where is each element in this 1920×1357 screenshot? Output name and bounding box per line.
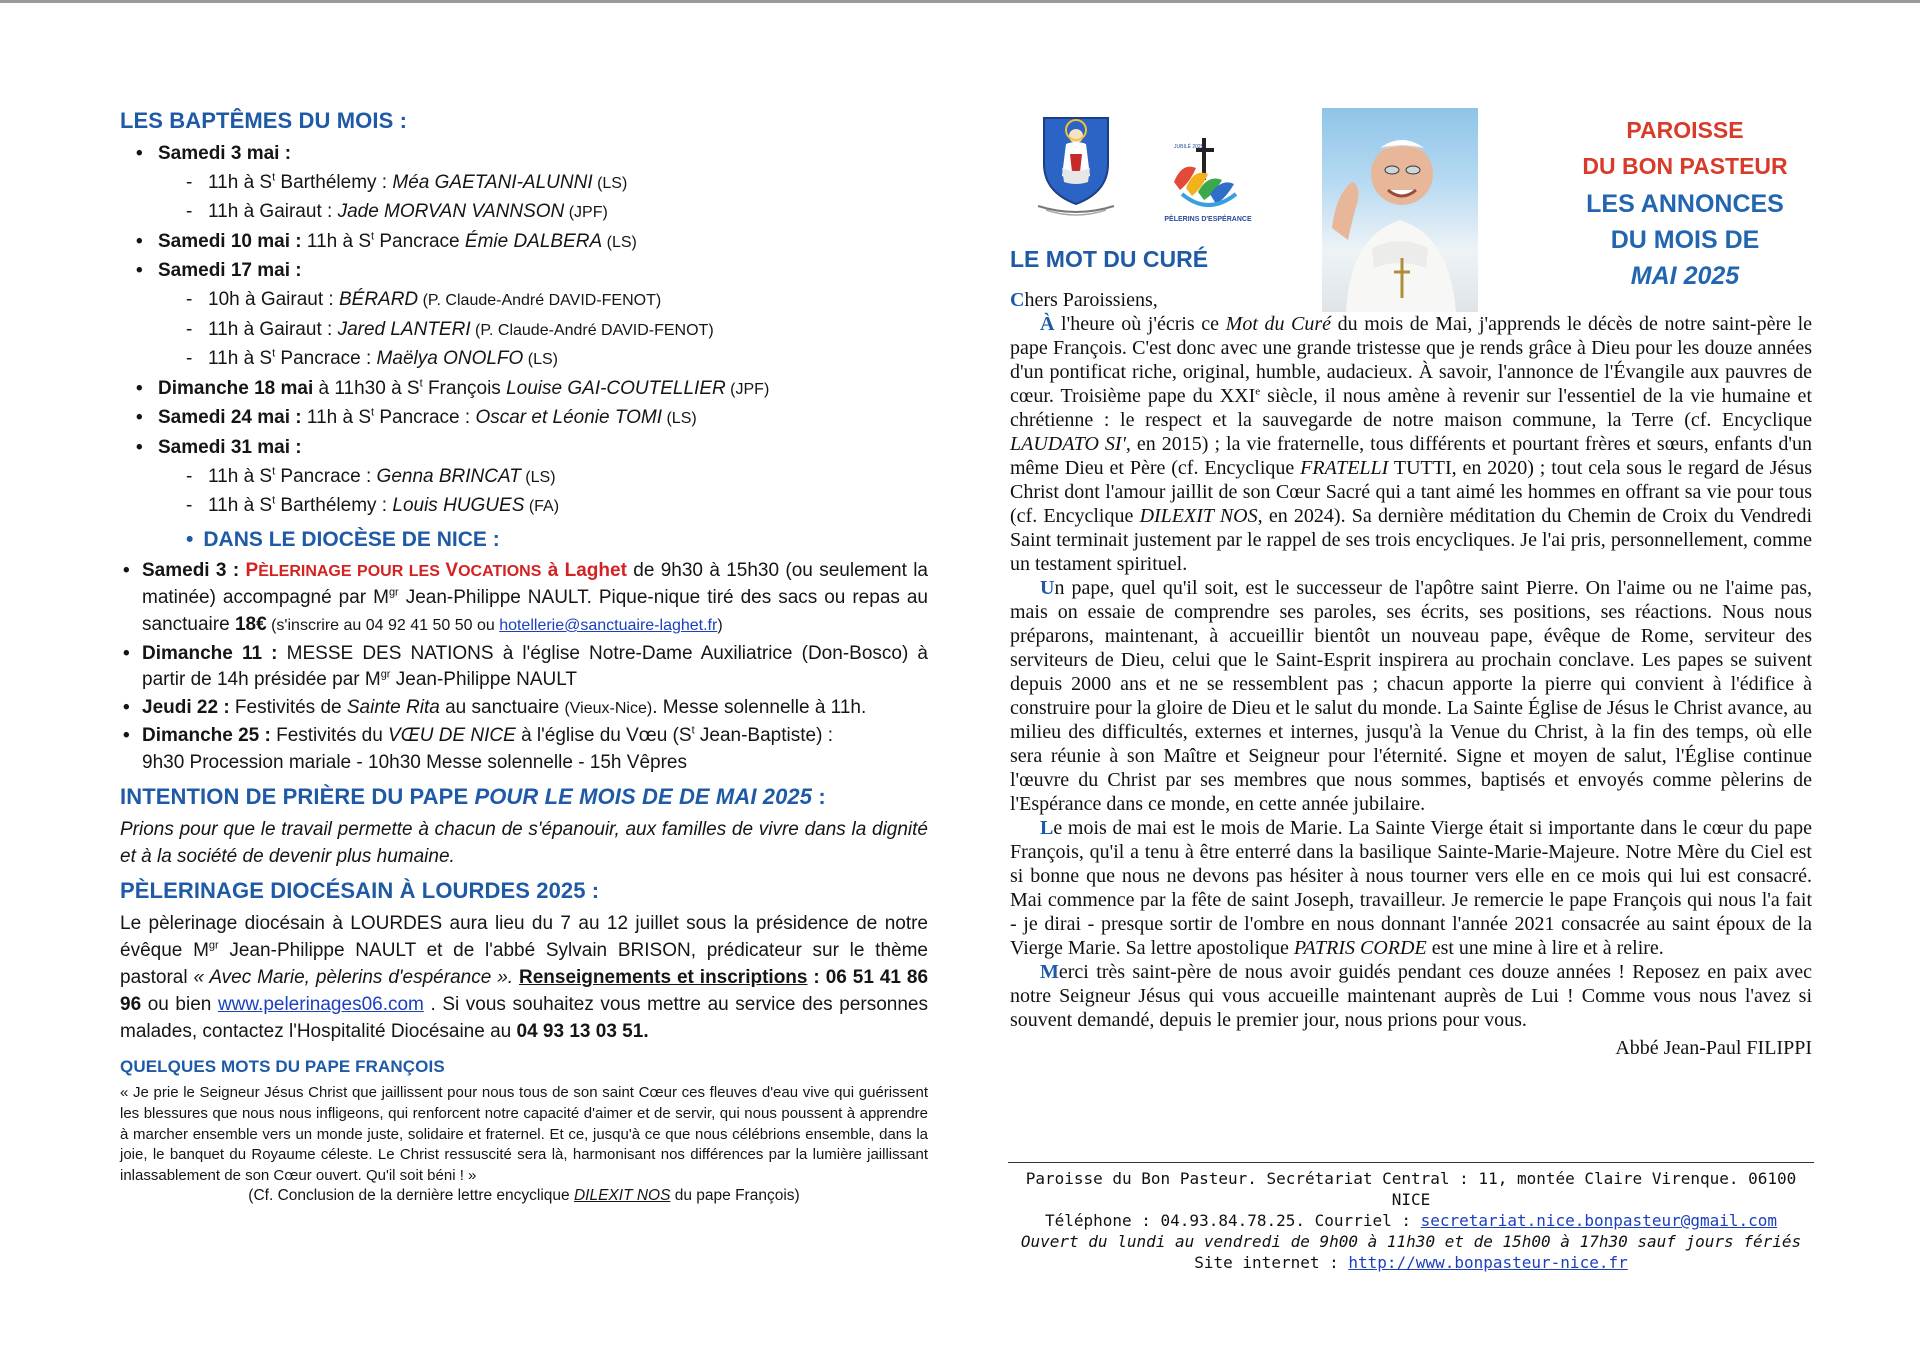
- annonces-line2: DU MOIS DE: [1610, 226, 1760, 254]
- list-item: - 11h à $S^t$ Pancrace : Genna BRINCAT (LS): [158, 463, 928, 493]
- list-item: - 11h à Gairaut : Jade MORVAN VANNSON (JPF): [158, 198, 928, 228]
- parish-heading: [1562, 112, 1808, 294]
- footer-address: Paroisse du Bon Pasteur. Secrétariat Central : 11, montée Claire Virenque. 06100 NICE: [1025, 1169, 1797, 1209]
- jubilee-label: PÈLERINS D'ESPÉRANCE: [1164, 216, 1252, 223]
- list-item: • Jeudi 22 : Festivités de Sainte Rita au sanctuaire (Vieux-Nice). Messe solennelle à 11h.: [120, 695, 928, 723]
- parish-name-line1: PAROISSE: [1626, 117, 1744, 143]
- footer-hours: Ouvert du lundi au vendredi de 9h00 à 11h30 et de 15h00 à 17h30 sauf jours fériés: [1020, 1232, 1802, 1251]
- list-item: • Dimanche 25 : Festivités du VŒU DE NICE à l'église du Vœu ($S^t$ Jean-Baptiste) : 9h30 Procession mariale - 10h30 Messe solennelle - 15h Vêpres: [120, 723, 928, 776]
- list-item: • Dimanche 18 mai à 11h30 à $S^t$ François Louise GAI-COUTELLIER (JPF): [120, 375, 928, 405]
- signature: Abbé Jean-Paul FILIPPI: [1615, 1037, 1812, 1059]
- parish-crest-logo: [1036, 110, 1116, 220]
- parish-name-line2: DU BON PASTEUR: [1582, 153, 1788, 179]
- jubilee-logo: [1160, 128, 1256, 224]
- list-item: • Samedi 10 mai : 11h à $S^t$ Pancrace Émie DALBERA (LS): [120, 228, 928, 258]
- diocese-list: [120, 558, 928, 777]
- pope-photo: [1322, 108, 1478, 312]
- list-item: - 11h à Gairaut : Jared LANTERI (P. Claude-André DAVID-FENOT): [158, 316, 928, 346]
- baptemes-title: LES BAPTÊMES DU MOIS :: [120, 108, 407, 133]
- list-item: - 11h à $S^t$ Barthélemy : Louis HUGUES (FA): [158, 492, 928, 522]
- letter-paragraph: Un pape, quel qu'il soit, est le successeur de l'apôtre saint Pierre. On l'aime ou ne l'aime pas, mais on essaie de comprendre ses paroles, ses écrits, ses positions, ses réactions. Nous nous préparons, maintenant, à accueillir bientôt un nouveau pape, évêque de Rome, serviteur des serviteurs de Dieu, celui que le Saint-Esprit inspirera au prochain conclave. Les papes se suivent depuis 2000 ans et ne se ressemblent pas ; chacun apporte la pierre qui convient à l'édifice à construire pour la gloire de Dieu et le salut du monde. La Sainte Église de Jésus le Christ avance, au milieu des difficultés, externes et internes, jusqu'à la Venue du Christ, à la fin des temps, où elle sera réunie à son Maître et Seigneur pour l'éternité. Signe et moyen de salut, l'Église continue l'œuvre du Christ par ses membres que nous sommes, baptisés et envoyés comme pèlerins de l'Espérance dans ce monde, en cette année jubilaire.: [1010, 577, 1812, 815]
- scan-edge: [0, 0, 1920, 3]
- diocese-title: • DANS LE DIOCÈSE DE NICE :: [186, 527, 500, 551]
- mots-title: QUELQUES MOTS DU PAPE FRANÇOIS: [120, 1057, 445, 1077]
- list-item: - 11h à $S^t$ Barthélemy : Méa GAETANI-ALUNNI (LS): [158, 169, 928, 199]
- laghet-email-link[interactable]: hotellerie@sanctuaire-laghet.fr: [499, 616, 718, 634]
- letter-paragraph: Le mois de mai est le mois de Marie. La Sainte Vierge était si importante dans le cœur du pape François, qu'il a tenu à être enterré dans la basilique Sainte-Marie-Majeure. Notre Mère du Ciel est si bonne que nous ne devons pas hésiter à nous tourner vers elle en ce mois qui lui est consacré. Mai commence par la fête de saint Joseph, travailleur. Je remercie le pape François qui nous l'a fait - je dirai - presque sortir de l'ombre en nous donnant l'année 2021 consacrée au saint époux de la Vierge Marie. Sa lettre apostolique PATRIS CORDE est une mine à lire et à relire.: [1010, 817, 1812, 959]
- footer-contact: Téléphone : 04.93.84.78.25. Courriel : secretariat.nice.bonpasteur@gmail.com: [1044, 1211, 1778, 1230]
- footer-divider: [1008, 1162, 1814, 1163]
- annonces-month: MAI 2025: [1630, 262, 1740, 290]
- list-item: • Samedi 31 mai : - 11h à $S^t$ Pancrace : Genna BRINCAT (LS) - 11h à $S^t$ Barthélemy : Louis HUGUES (FA): [120, 434, 928, 522]
- list-item: • Samedi 3 : PÈLERINAGE POUR LES VOCATIONS à Laghet de 9h30 à 15h30 (ou seulement la matinée) accompagné par $M^{gr}$ Jean-Philippe NAULT. Pique-nique tiré des sacs ou repas au sanctuaire 18€ (s'inscrire au 04 92 41 50 50 ou hotellerie@sanctuaire-laghet.fr): [120, 558, 928, 640]
- cure-letter: [1010, 288, 1812, 1060]
- greeting: Chers Paroissiens,: [1010, 289, 1158, 311]
- letter-paragraph: À l'heure où j'écris ce Mot du Curé du mois de Mai, j'apprends le décès de notre saint-père le pape François. C'est donc avec une grande tristesse que je rends grâce à Dieu pour les douze années d'un pontificat riche, original, humble, audacieux. À savoir, l'annonce de l'Évangile aux pauvres de cœur. Troisième pape du XXIe siècle, il nous amène à revenir sur l'essentiel de la vie humaine et chrétienne : le respect et la sauvegarde de notre maison commune, la Terre (cf. Encyclique LAUDATO SI', en 2015) ; la vie fraternelle, tous différents et pourtant frères et sœurs, enfants d'un même Dieu et Père (cf. Encyclique FRATELLI TUTTI, en 2020) ; tout cela sous le regard de Jésus Christ dont l'amour jaillit de son Cœur Sacré qui a tant aimé les hommes en offrant sa vie pour tous (cf. Encyclique DILEXIT NOS, en 2024). Sa dernière méditation du Chemin de Croix du Vendredi Saint terminait justement par le rappel de ses trois encycliques. Je l'ai pris, personnellement, comme un testament spirituel.: [1010, 313, 1813, 575]
- pelerinages-link[interactable]: www.pelerinages06.com: [217, 994, 424, 1016]
- footer-site: Site internet : http://www.bonpasteur-nice.fr: [1194, 1253, 1628, 1272]
- footer-site-link[interactable]: http://www.bonpasteur-nice.fr: [1348, 1253, 1628, 1272]
- list-item: - 10h à Gairaut : BÉRARD (P. Claude-André DAVID-FENOT): [158, 286, 928, 316]
- footer-email-link[interactable]: secretariat.nice.bonpasteur@gmail.com: [1420, 1211, 1778, 1230]
- quote-source: (Cf. Conclusion de la dernière lettre encyclique DILEXIT NOS du pape François): [248, 1187, 800, 1205]
- lourdes-title: PÈLERINAGE DIOCÉSAIN À LOURDES 2025 :: [120, 878, 600, 904]
- baptemes-list: [120, 140, 928, 522]
- footer: [1008, 1168, 1814, 1273]
- list-item: - 11h à $S^t$ Pancrace : Maëlya ONOLFO (LS): [158, 345, 928, 375]
- annonces-line1: LES ANNONCES: [1586, 190, 1784, 218]
- list-item: • Samedi 24 mai : 11h à $S^t$ Pancrace : Oscar et Léonie TOMI (LS): [120, 404, 928, 434]
- pope-quote: « Je prie le Seigneur Jésus Christ que jaillissent pour nous tous de son saint Cœur ces fleuves d'eau vive qui guérissent les blessures que nous nous infligeons, qui renforcent notre capacité d'aimer et de servir, qui nous poussent à apprendre à marcher ensemble vers un monde juste, solidaire et fraternel. Et ce, jusqu'à ce que nous célébrions ensemble, dans la joie, le banquet du Royaume céleste. Le Christ ressuscité sera là, harmonisant nos différences par la lumière jaillissant inlassablement de son Cœur ouvert. Qu'il soit béni ! »: [120, 1084, 928, 1184]
- intention-text: Prions pour que le travail permette à chacun de s'épanouir, aux familles de vivre dans la dignité et à la société de devenir plus humaine.: [120, 819, 928, 868]
- lourdes-text: Le pèlerinage diocésain à LOURDES aura lieu du 7 au 12 juillet sous la présidence de notre évêque $M^{gr}$ Jean-Philippe NAULT et de l'abbé Sylvain BRISON, prédicateur sur le thème pastoral « Avec Marie, pèlerins d'espérance ». Renseignements et inscriptions : 06 51 41 86 96 ou bien www.pelerinages06.com . Si vous souhaitez vous mettre au service des personnes malades, contactez l'Hospitalité Diocésaine au 04 93 13 03 51.: [120, 913, 929, 1043]
- letter-paragraph: Merci très saint-père de nous avoir guidés pendant ces douze années ! Reposez en paix avec notre Seigneur Jésus qui vous accueille maintenant auprès de Lui ! Comme vous nous l'avez si souvent demandé, depuis le premier jour, nous prions pour vous.: [1010, 961, 1812, 1031]
- mot-du-cure-title: LE MOT DU CURÉ: [1010, 246, 1209, 272]
- jubilee-top: JUBILÉ 2025: [1174, 144, 1204, 150]
- left-column: [120, 108, 928, 1205]
- list-item: • Dimanche 11 : MESSE DES NATIONS à l'église Notre-Dame Auxiliatrice (Don-Bosco) à partir de 14h présidée par $M^{gr}$ Jean-Philippe NAULT: [120, 641, 928, 694]
- intention-title: INTENTION DE PRIÈRE DU PAPE POUR LE MOIS DE DE MAI 2025 :: [120, 784, 826, 810]
- list-item: • Samedi 17 mai : - 10h à Gairaut : BÉRARD (P. Claude-André DAVID-FENOT) - 11h à Gairaut : Jared LANTERI (P. Claude-André DAVID-FENOT) - 11h à $S^t$ Pancrace : Maëlya ONOLFO (LS): [120, 257, 928, 374]
- list-item: • Samedi 3 mai : - 11h à $S^t$ Barthélemy : Méa GAETANI-ALUNNI (LS) - 11h à Gairaut : Jade MORVAN VANNSON (JPF): [120, 140, 928, 228]
